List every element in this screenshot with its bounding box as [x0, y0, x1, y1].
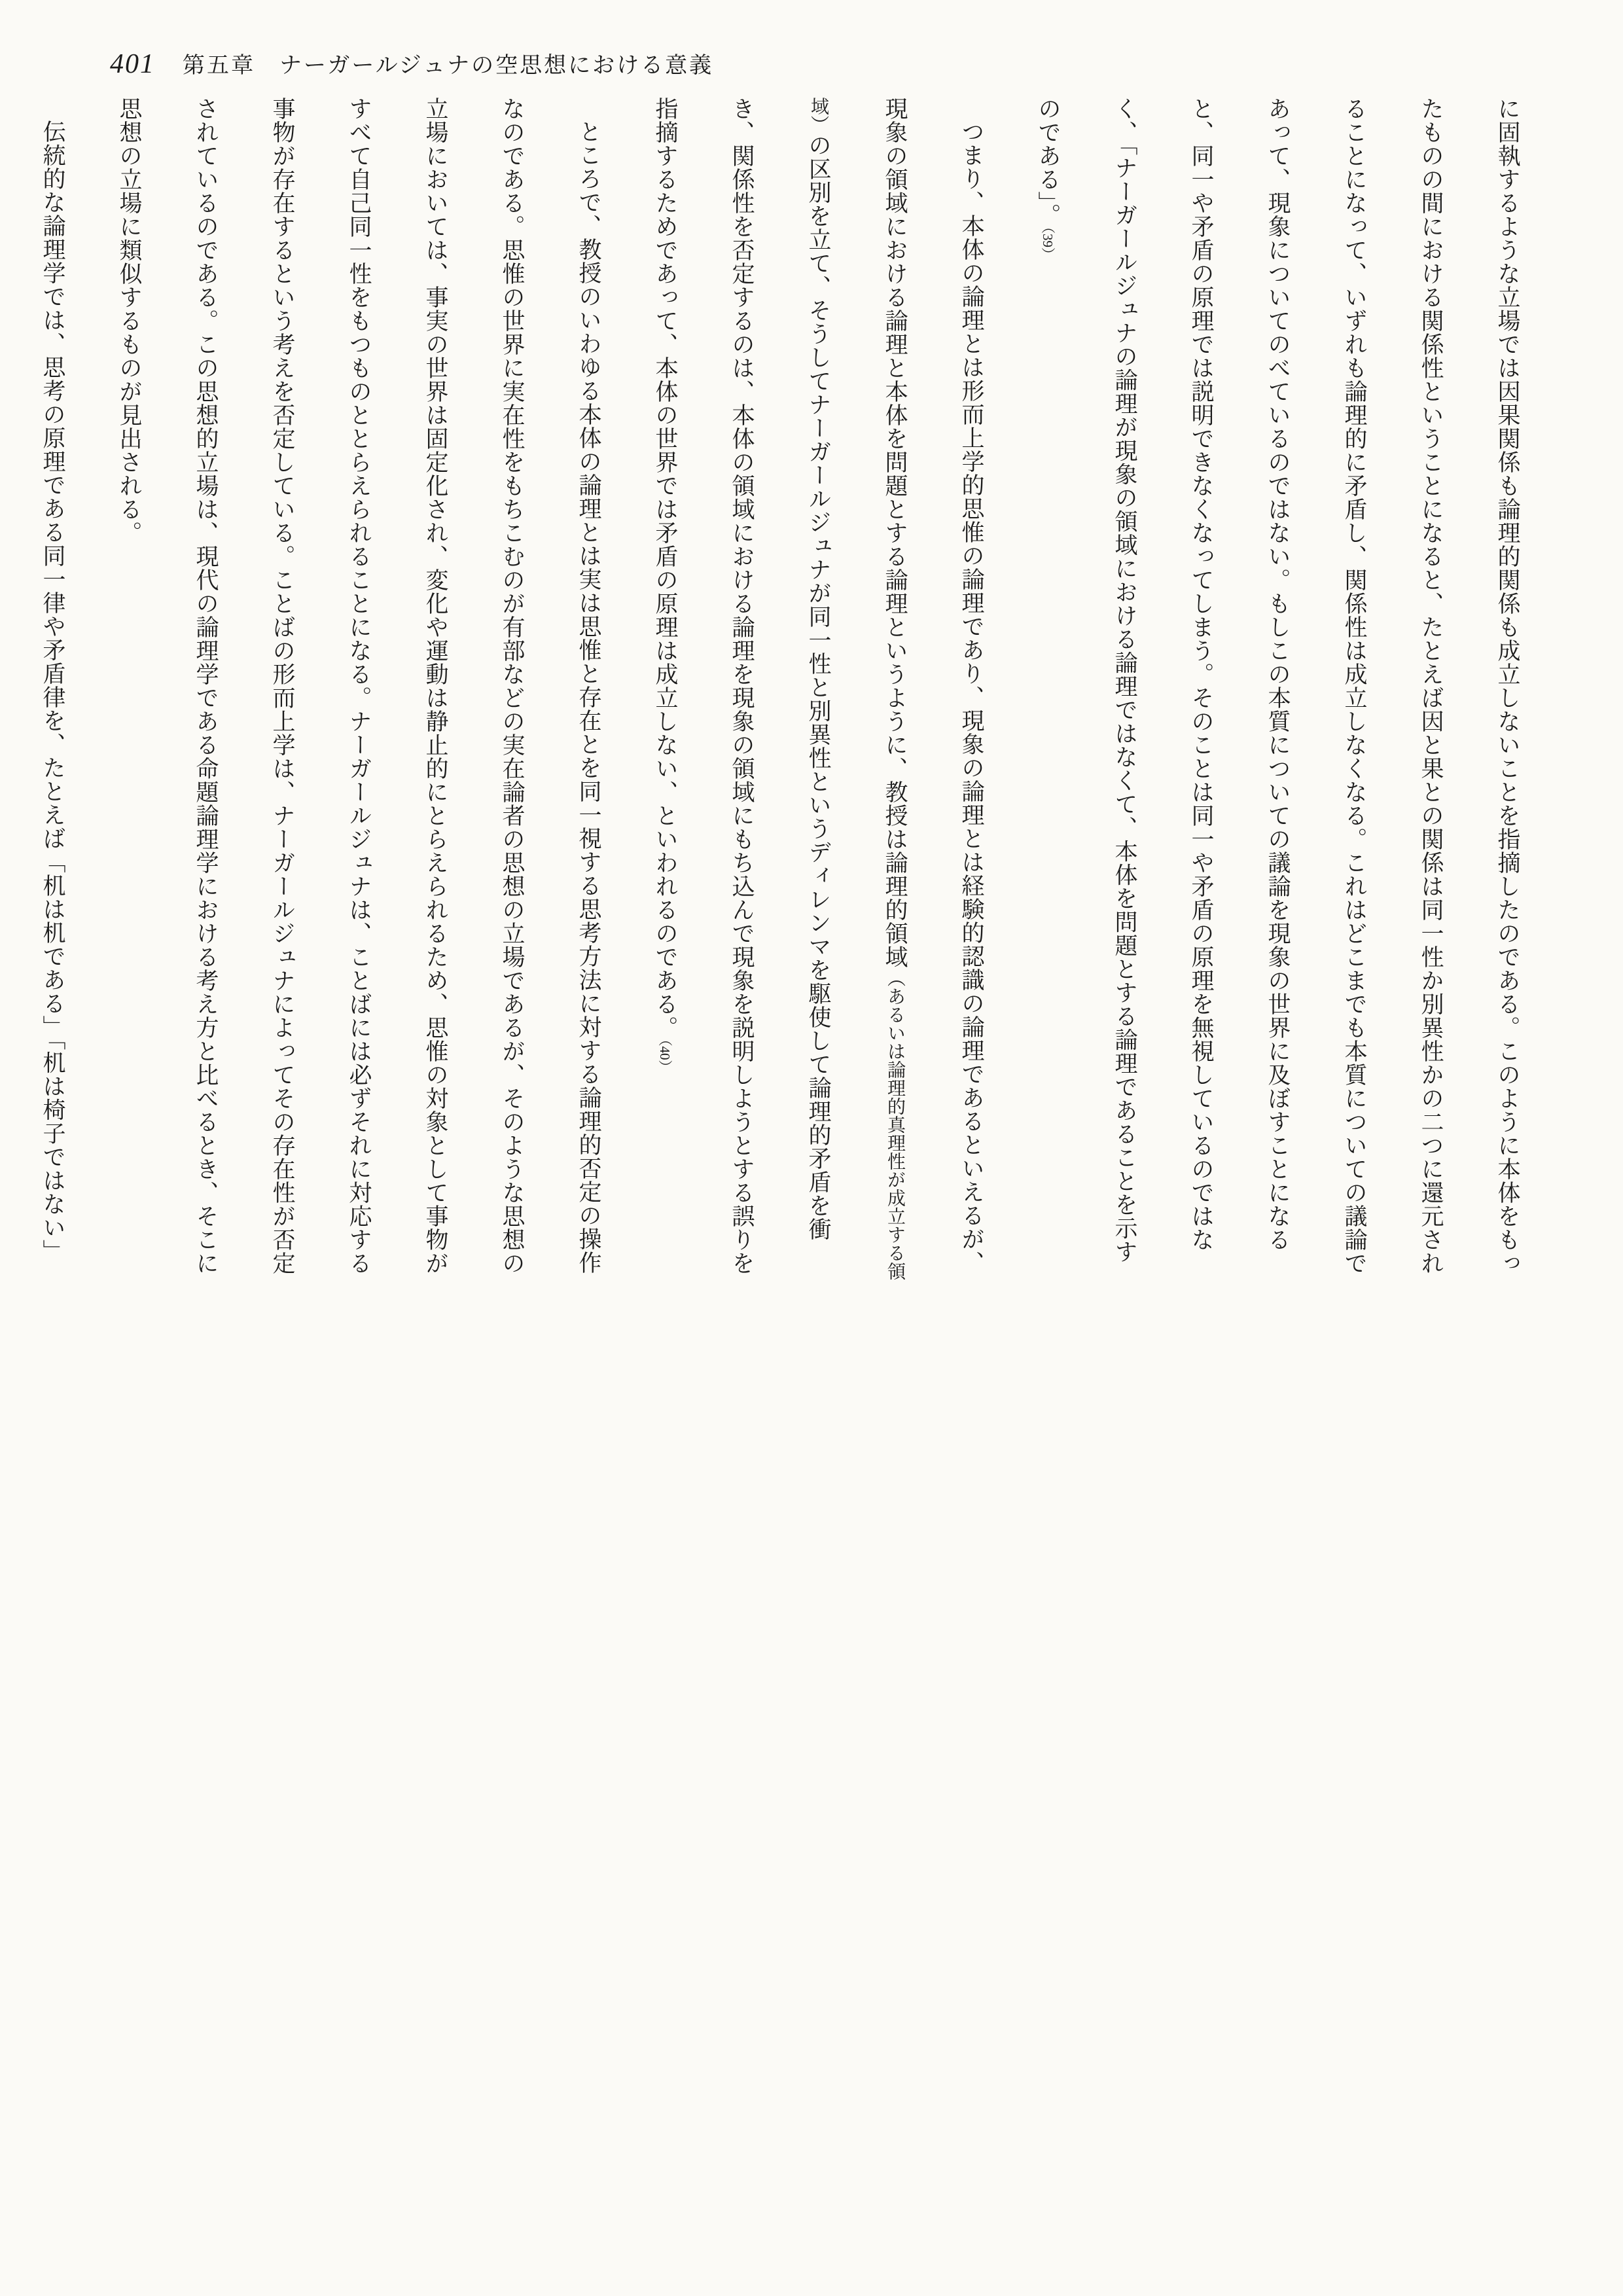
chapter-title: 第五章 ナーガールジュナの空思想における意義 [183, 54, 714, 78]
page-header [110, 47, 713, 80]
text-block [40, 97, 1546, 1282]
paragraph [91, 97, 627, 1282]
text-segment: の区別を立て、そうしてナーガールジュナが同一性と別異性というディレンマを駆使して論理的矛盾を衝き、関係性を否定するのは、本体の領域における論理を現象の領域にもち込んで現象を説明しようとする誤りを指摘するためであって、本体の世界では矛盾の原理は成立しない、といわれるのである。 [652, 97, 831, 1275]
paragraph [1010, 97, 1546, 1282]
text-segment: 伝統的な論理学では、思考の原理である同一律や矛盾律を、たとえば「机は机である」「机は椅子ではない」 [40, 120, 65, 1263]
footnote-ref: （40） [657, 1039, 673, 1074]
text-segment: に固執するような立場では因果関係も論理的関係も成立しないことを指摘したのである。このように本体をもったものの間における関係性ということになると、たとえば因と果との関係は同一性か別異性かの二つに還元されることになって、いずれも論理的に矛盾し、関係性は成立しなくなる。これはどこまでも本質についての議論であって、現象についてのべているのではない。もしこの本質についての議論を現象の世界に及ぼすことになると、同一や矛盾の原理では説明できなくなってしまう。そのことは同一や矛盾の原理を無視しているのではなく、「ナーガールジュナの論理が現象の領域における論理ではなくて、本体を問題とする論理であることを示すのである」。 [1035, 97, 1520, 1275]
footnote-ref: （39） [1040, 226, 1056, 261]
text-segment: つまり、本体の論理とは形而上学的思惟の論理であり、現象の論理とは経験的認識の論理であるといえるが、現象の領域における論理と本体を問題とする論理というように、教授は論理的領域 [882, 97, 984, 1274]
paragraph [0, 97, 91, 1282]
text-segment: （あるいは論理的真理性が成立する領域） [808, 97, 905, 1280]
text-segment: ところで、教授のいわゆる本体の論理とは実は思惟と存在とを同一視する思考方法に対する論理的否定の操作なのである。思惟の世界に実在性をもちこむのが有部などの実在論者の思想の立場であるが、そのような思想の立場においては、事実の世界は固定化され、変化や運動は静止的にとらえられるため、思惟の対象として事物がすべて自己同一性をもつものととらえられることになる。ナーガールジュナは、ことばには必ずそれに対応する事物が存在するという考えを否定している。ことばの形而上学は、ナーガールジュナによってその存在性が否定されているのである。この思想的立場は、現代の論理学である命題論理学における考え方と比べるとき、そこに思想の立場に類似するものが見出される。 [116, 97, 601, 1275]
paragraph [627, 97, 1010, 1282]
page-number: 401 [110, 49, 155, 79]
